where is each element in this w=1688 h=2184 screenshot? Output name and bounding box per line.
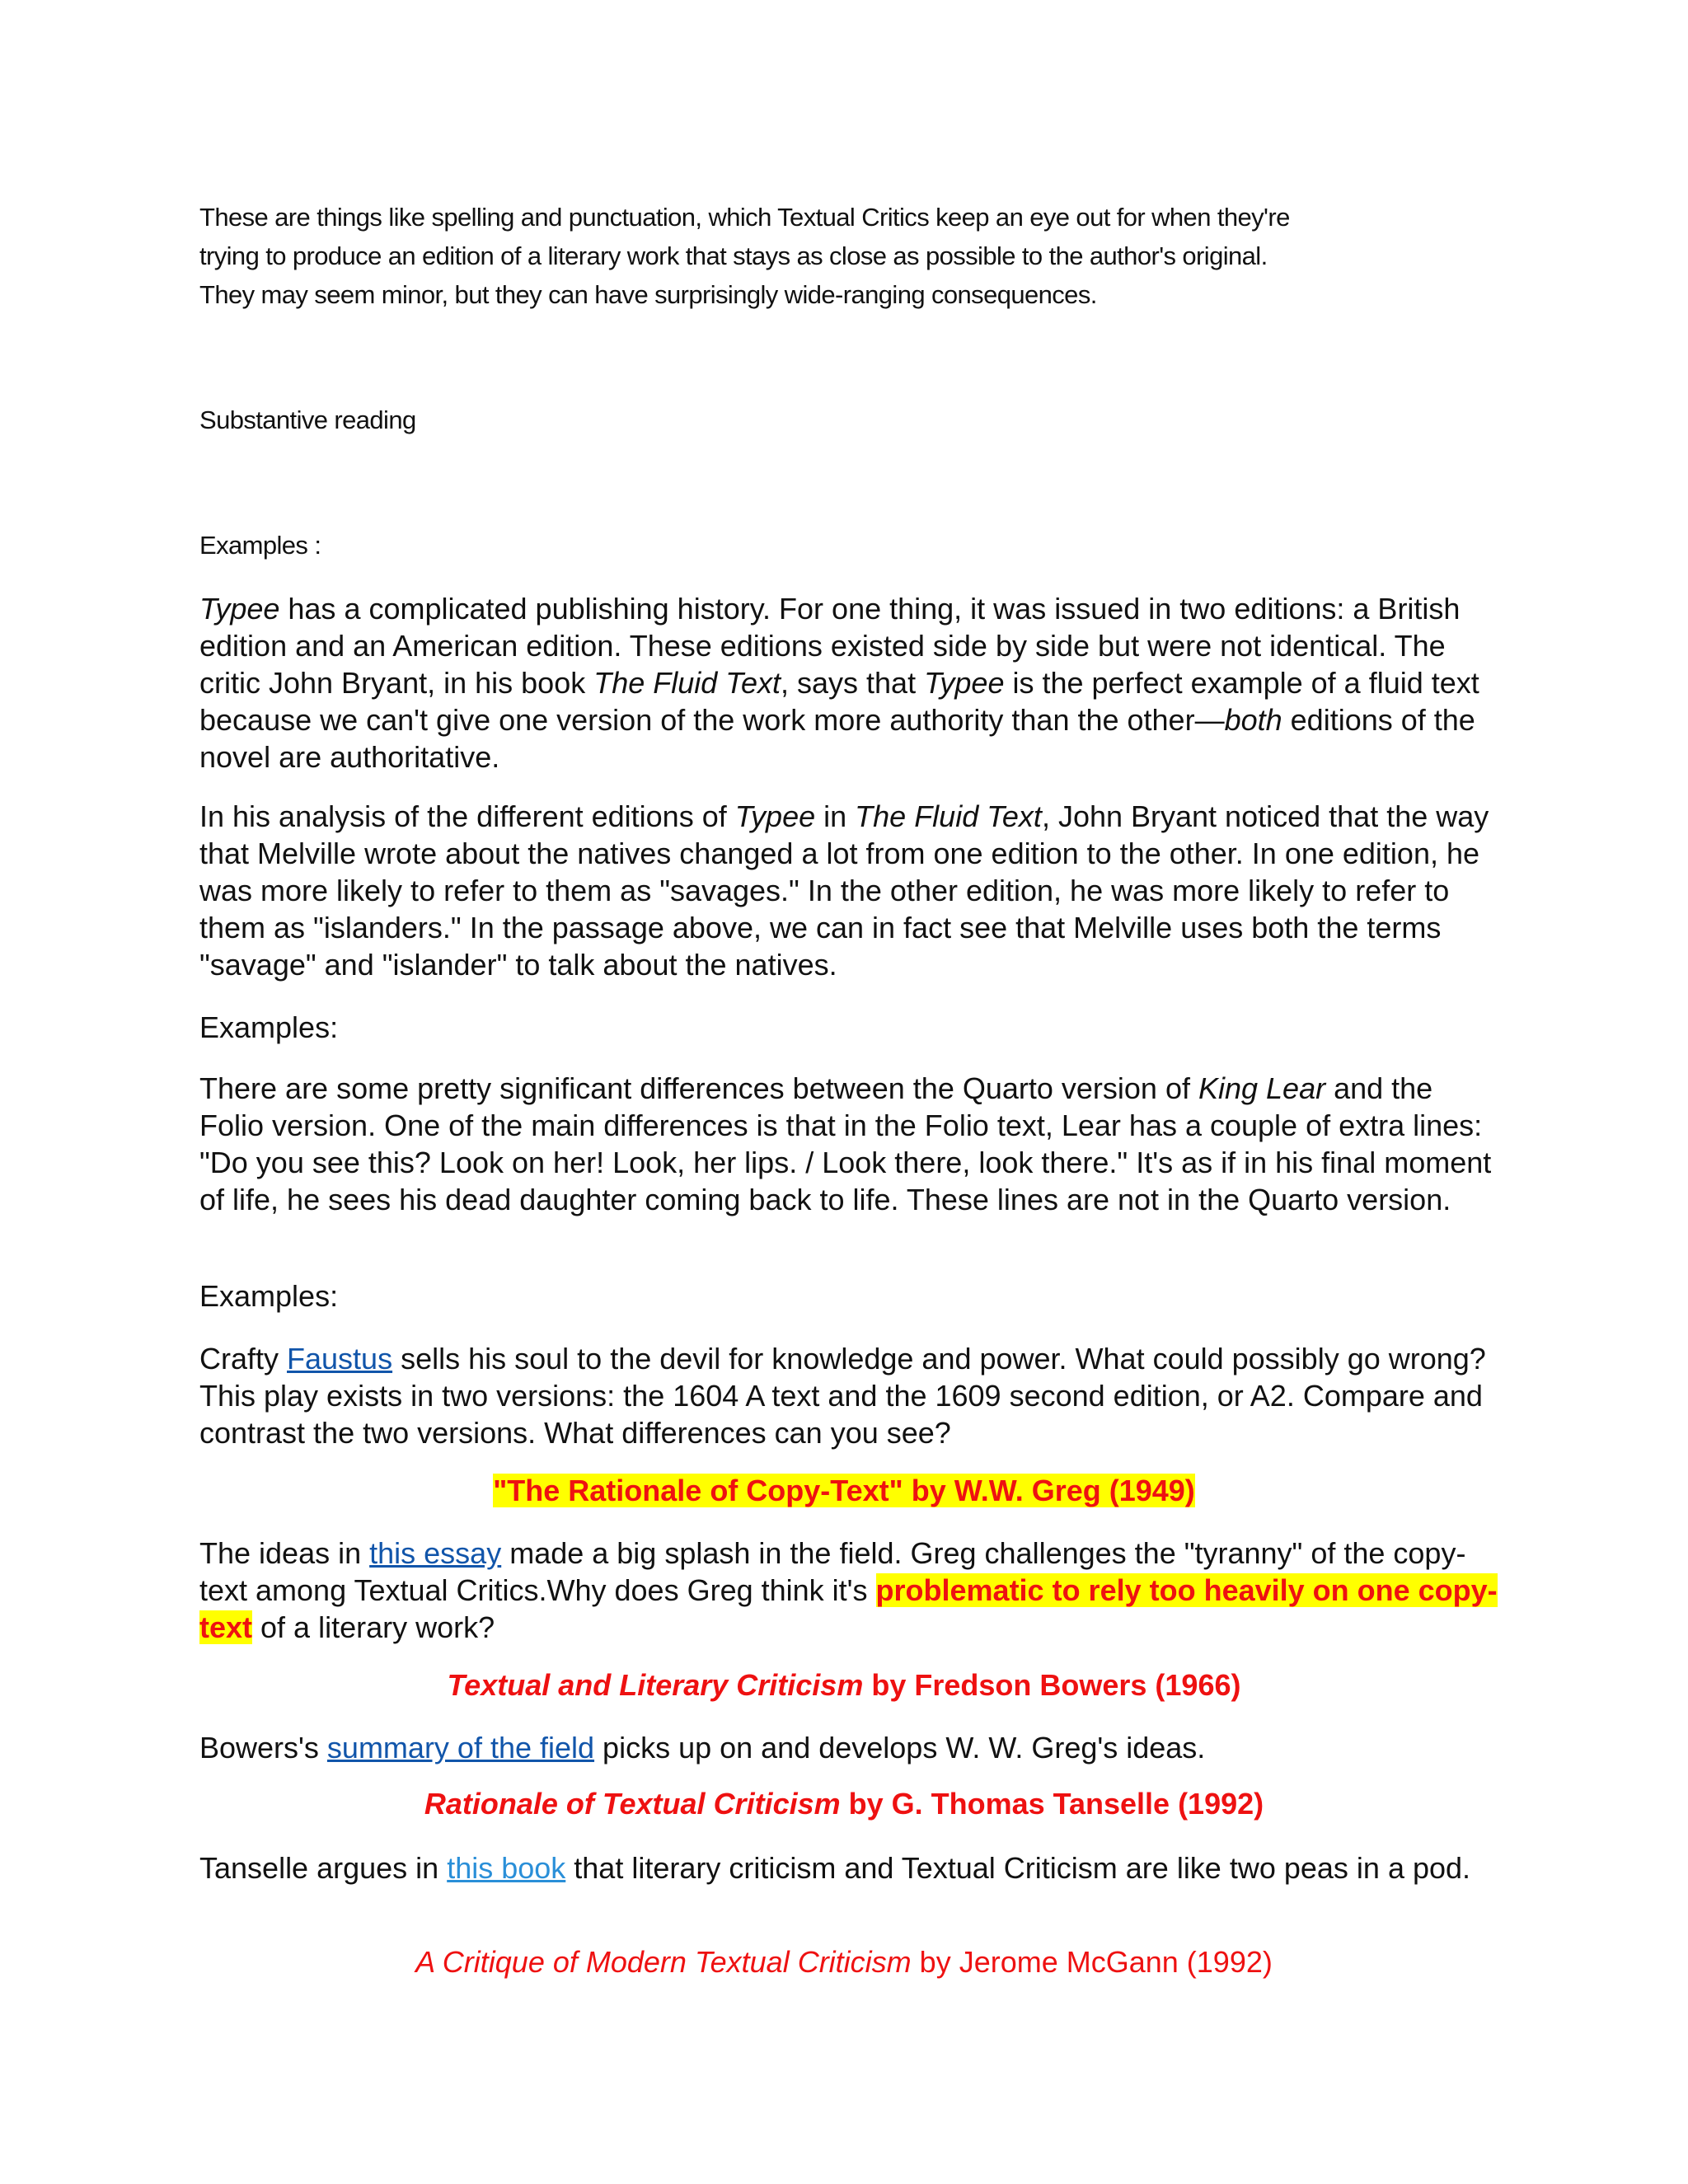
- examples-text: Examples:: [199, 1279, 339, 1313]
- summary-link[interactable]: summary of the field: [326, 1731, 595, 1765]
- emphasis-text: both: [1224, 703, 1282, 737]
- examples-label: [199, 1277, 1502, 1315]
- paragraph-text: has a complicated publishing history. For one thing, it was issued in two editions: a British edition and an American edition. These editions existed side by side but were not identical. The critic John Bryant, in his book: [199, 592, 1461, 700]
- intro-line: These are things like spelling and punctuation, which Textual Critics keep an eye out for when they're: [199, 203, 1290, 232]
- paragraph-text: in: [815, 799, 856, 833]
- bowers-heading: [0, 1666, 1688, 1704]
- book-title: The Fluid Text: [593, 666, 781, 700]
- heading-title: A Critique of Modern Textual Criticism: [415, 1945, 912, 1979]
- paragraph-text: made a big splash in the field. Greg challenges the "tyranny" of the copy-text among Textual Critics.Why does Greg think it's: [199, 1536, 1466, 1607]
- paragraph-text: of a literary work?: [252, 1610, 495, 1644]
- highlighted-text: problematic to rely too heavily on one copy-text: [199, 1573, 1498, 1644]
- paragraph-text: sells his soul to the devil for knowledge and power. What could possibly go wrong? This play exists in two versions: the 1604 A text and the 1609 second edition, or A2. Compare and contrast the two versions. What differences can you see?: [199, 1342, 1486, 1450]
- paragraph-text: In his analysis of the different editions of: [199, 799, 735, 833]
- faustus-paragraph: [199, 1340, 1502, 1451]
- book-title: Typee: [734, 799, 816, 833]
- heading-text: by G. Thomas Tanselle (1992): [840, 1787, 1264, 1821]
- heading-title: Rationale of Textual Criticism: [424, 1787, 841, 1821]
- book-title: Typee: [924, 666, 1005, 700]
- examples-label: [199, 526, 1502, 565]
- essay-link[interactable]: this essay: [369, 1536, 502, 1570]
- tanselle-paragraph: [199, 1849, 1502, 1886]
- substantive-reading-label: [199, 401, 1502, 439]
- paragraph-text: is the perfect example of a fluid text because we can't give one version of the work more authority than the other—: [199, 666, 1479, 737]
- paragraph-text: picks up on and develops W. W. Greg's ideas.: [594, 1731, 1206, 1765]
- paragraph-text: , says that: [781, 666, 925, 700]
- faustus-link[interactable]: Faustus: [287, 1342, 393, 1376]
- examples-text: Examples:: [199, 1010, 339, 1044]
- book-link[interactable]: this book: [447, 1851, 566, 1885]
- typee-paragraph: [199, 590, 1502, 776]
- bryant-paragraph: [199, 798, 1502, 983]
- greg-paragraph: [199, 1535, 1502, 1646]
- lear-paragraph: [199, 1070, 1502, 1218]
- bowers-paragraph: [199, 1729, 1502, 1766]
- mcgann-heading: [0, 1943, 1688, 1980]
- heading-text: by Jerome McGann (1992): [911, 1945, 1273, 1979]
- intro-paragraph: [199, 198, 1502, 314]
- tanselle-heading: [0, 1785, 1688, 1822]
- paragraph-text: Crafty: [199, 1342, 288, 1376]
- intro-line: trying to produce an edition of a literary work that stays as close as possible to the author's original.: [199, 241, 1268, 270]
- examples-label: [199, 1009, 1502, 1046]
- examples-text: Examples :: [199, 531, 321, 560]
- paragraph-text: Tanselle argues in: [199, 1851, 448, 1885]
- paragraph-text: editions of the novel are authoritative.: [199, 703, 1475, 774]
- book-title: The Fluid Text: [855, 799, 1042, 833]
- heading-text: "The Rationale of Copy-Text" by W.W. Greg (1949): [493, 1474, 1195, 1507]
- paragraph-text: and the Folio version. One of the main differences is that in the Folio text, Lear has a couple of extra lines: "Do you see this? Look on her! Look, her lips. / Look there, look there." It's as if in his final moment of life, he sees his dead daughter coming back to life. These lines are not in the Quarto version.: [199, 1071, 1492, 1216]
- section-label: Substantive reading: [199, 405, 416, 434]
- paragraph-text: Bowers's: [199, 1731, 327, 1765]
- book-title: King Lear: [1198, 1071, 1326, 1105]
- paragraph-text: There are some pretty significant differences between the Quarto version of: [199, 1071, 1198, 1105]
- heading-text: by Fredson Bowers (1966): [863, 1668, 1241, 1702]
- heading-title: Textual and Literary Criticism: [447, 1668, 864, 1702]
- intro-line: They may seem minor, but they can have surprisingly wide-ranging consequences.: [199, 280, 1097, 309]
- book-title: Typee: [199, 592, 280, 626]
- paragraph-text: The ideas in: [199, 1536, 370, 1570]
- paragraph-text: that literary criticism and Textual Criticism are like two peas in a pod.: [565, 1851, 1471, 1885]
- greg-heading: [0, 1472, 1688, 1509]
- paragraph-text: , John Bryant noticed that the way that Melville wrote about the natives changed a lot from one edition to the other. In one edition, he was more likely to refer to them as "savages." In the other edition, he was more likely to refer to them as "islanders." In the passage above, we can in fact see that Melville uses both the terms "savage" and "islander" to talk about the natives.: [199, 799, 1489, 982]
